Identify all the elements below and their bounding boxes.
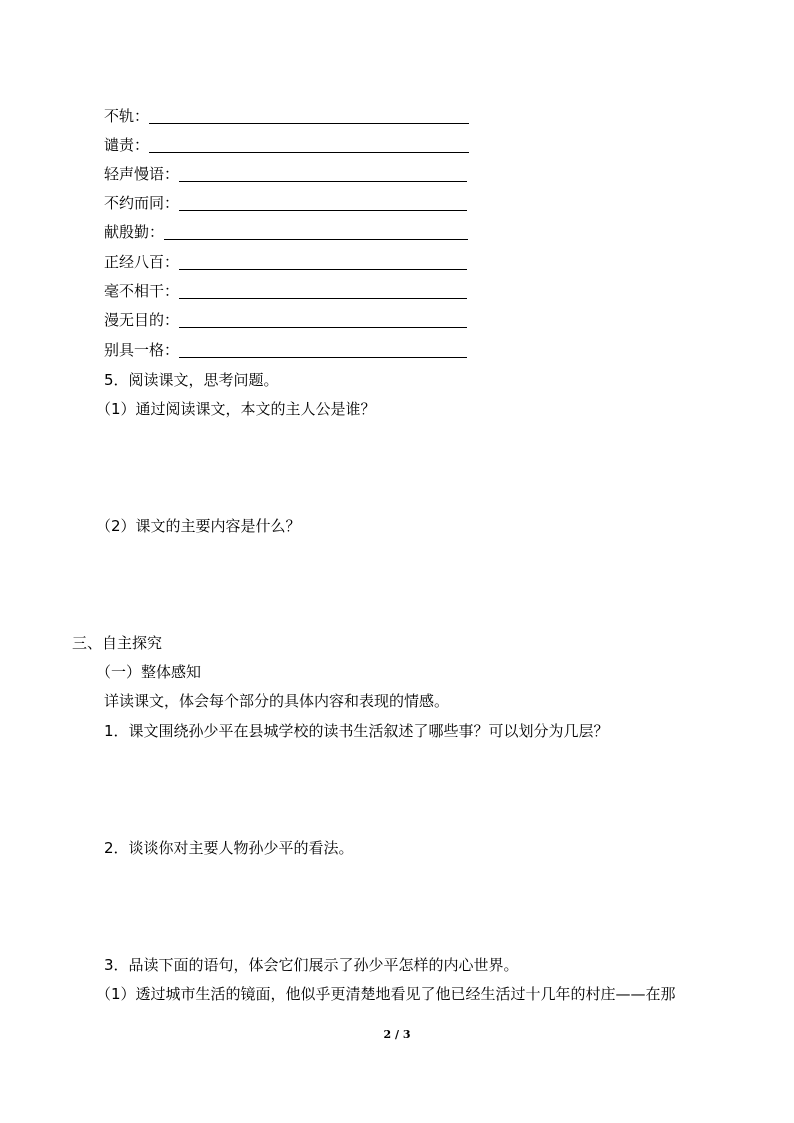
answer-blank[interactable]: [179, 341, 467, 358]
term-row: [104, 310, 467, 330]
instruction-text: 详读课文，体会每个部分的具体内容和表现的情感。: [104, 692, 450, 710]
answer-blank[interactable]: [179, 253, 467, 270]
question-item: 2．谈谈你对主要人物孙少平的看法。: [104, 839, 354, 857]
term-label: 轻声慢语：: [104, 165, 180, 183]
term-row: [104, 281, 467, 301]
answer-blank[interactable]: [149, 136, 469, 153]
question-item: 3．品读下面的语句，体会它们展示了孙少平怎样的内心世界。: [104, 956, 519, 974]
answer-blank[interactable]: [179, 165, 467, 182]
term-label: 谴责：: [104, 136, 150, 154]
term-label: 漫无目的：: [104, 311, 180, 329]
answer-blank[interactable]: [179, 311, 467, 328]
section-heading: 三、自主探究: [72, 634, 163, 652]
answer-blank[interactable]: [179, 282, 467, 299]
term-row: [104, 222, 468, 242]
term-label: 不约而同：: [104, 194, 180, 212]
sub-question: （1）透过城市生活的镜面，他似乎更清楚地看见了他已经生活过十几年的村庄——在那: [96, 985, 676, 1003]
page-number: 2 / 3: [383, 1028, 411, 1041]
term-row: [104, 106, 469, 126]
answer-blank[interactable]: [164, 223, 468, 240]
term-label: 别具一格：: [104, 341, 180, 359]
term-row: [104, 193, 467, 213]
term-label: 正经八百：: [104, 253, 180, 271]
term-row: [104, 340, 467, 360]
term-row: [104, 135, 469, 155]
section-subheading: （一）整体感知: [96, 663, 202, 681]
sub-question: （2）课文的主要内容是什么？: [96, 517, 301, 535]
question-item: 1．课文围绕孙少平在县城学校的读书生活叙述了哪些事？可以划分为几层？: [104, 722, 609, 740]
term-label: 不轨：: [104, 107, 150, 125]
question-title: 5．阅读课文，思考问题。: [104, 371, 279, 389]
term-row: [104, 164, 467, 184]
answer-blank[interactable]: [179, 194, 467, 211]
sub-question: （1）通过阅读课文，本文的主人公是谁？: [96, 400, 376, 418]
term-label: 毫不相干：: [104, 282, 180, 300]
answer-blank[interactable]: [149, 107, 469, 124]
term-row: [104, 252, 467, 272]
term-label: 献殷勤：: [104, 223, 165, 241]
